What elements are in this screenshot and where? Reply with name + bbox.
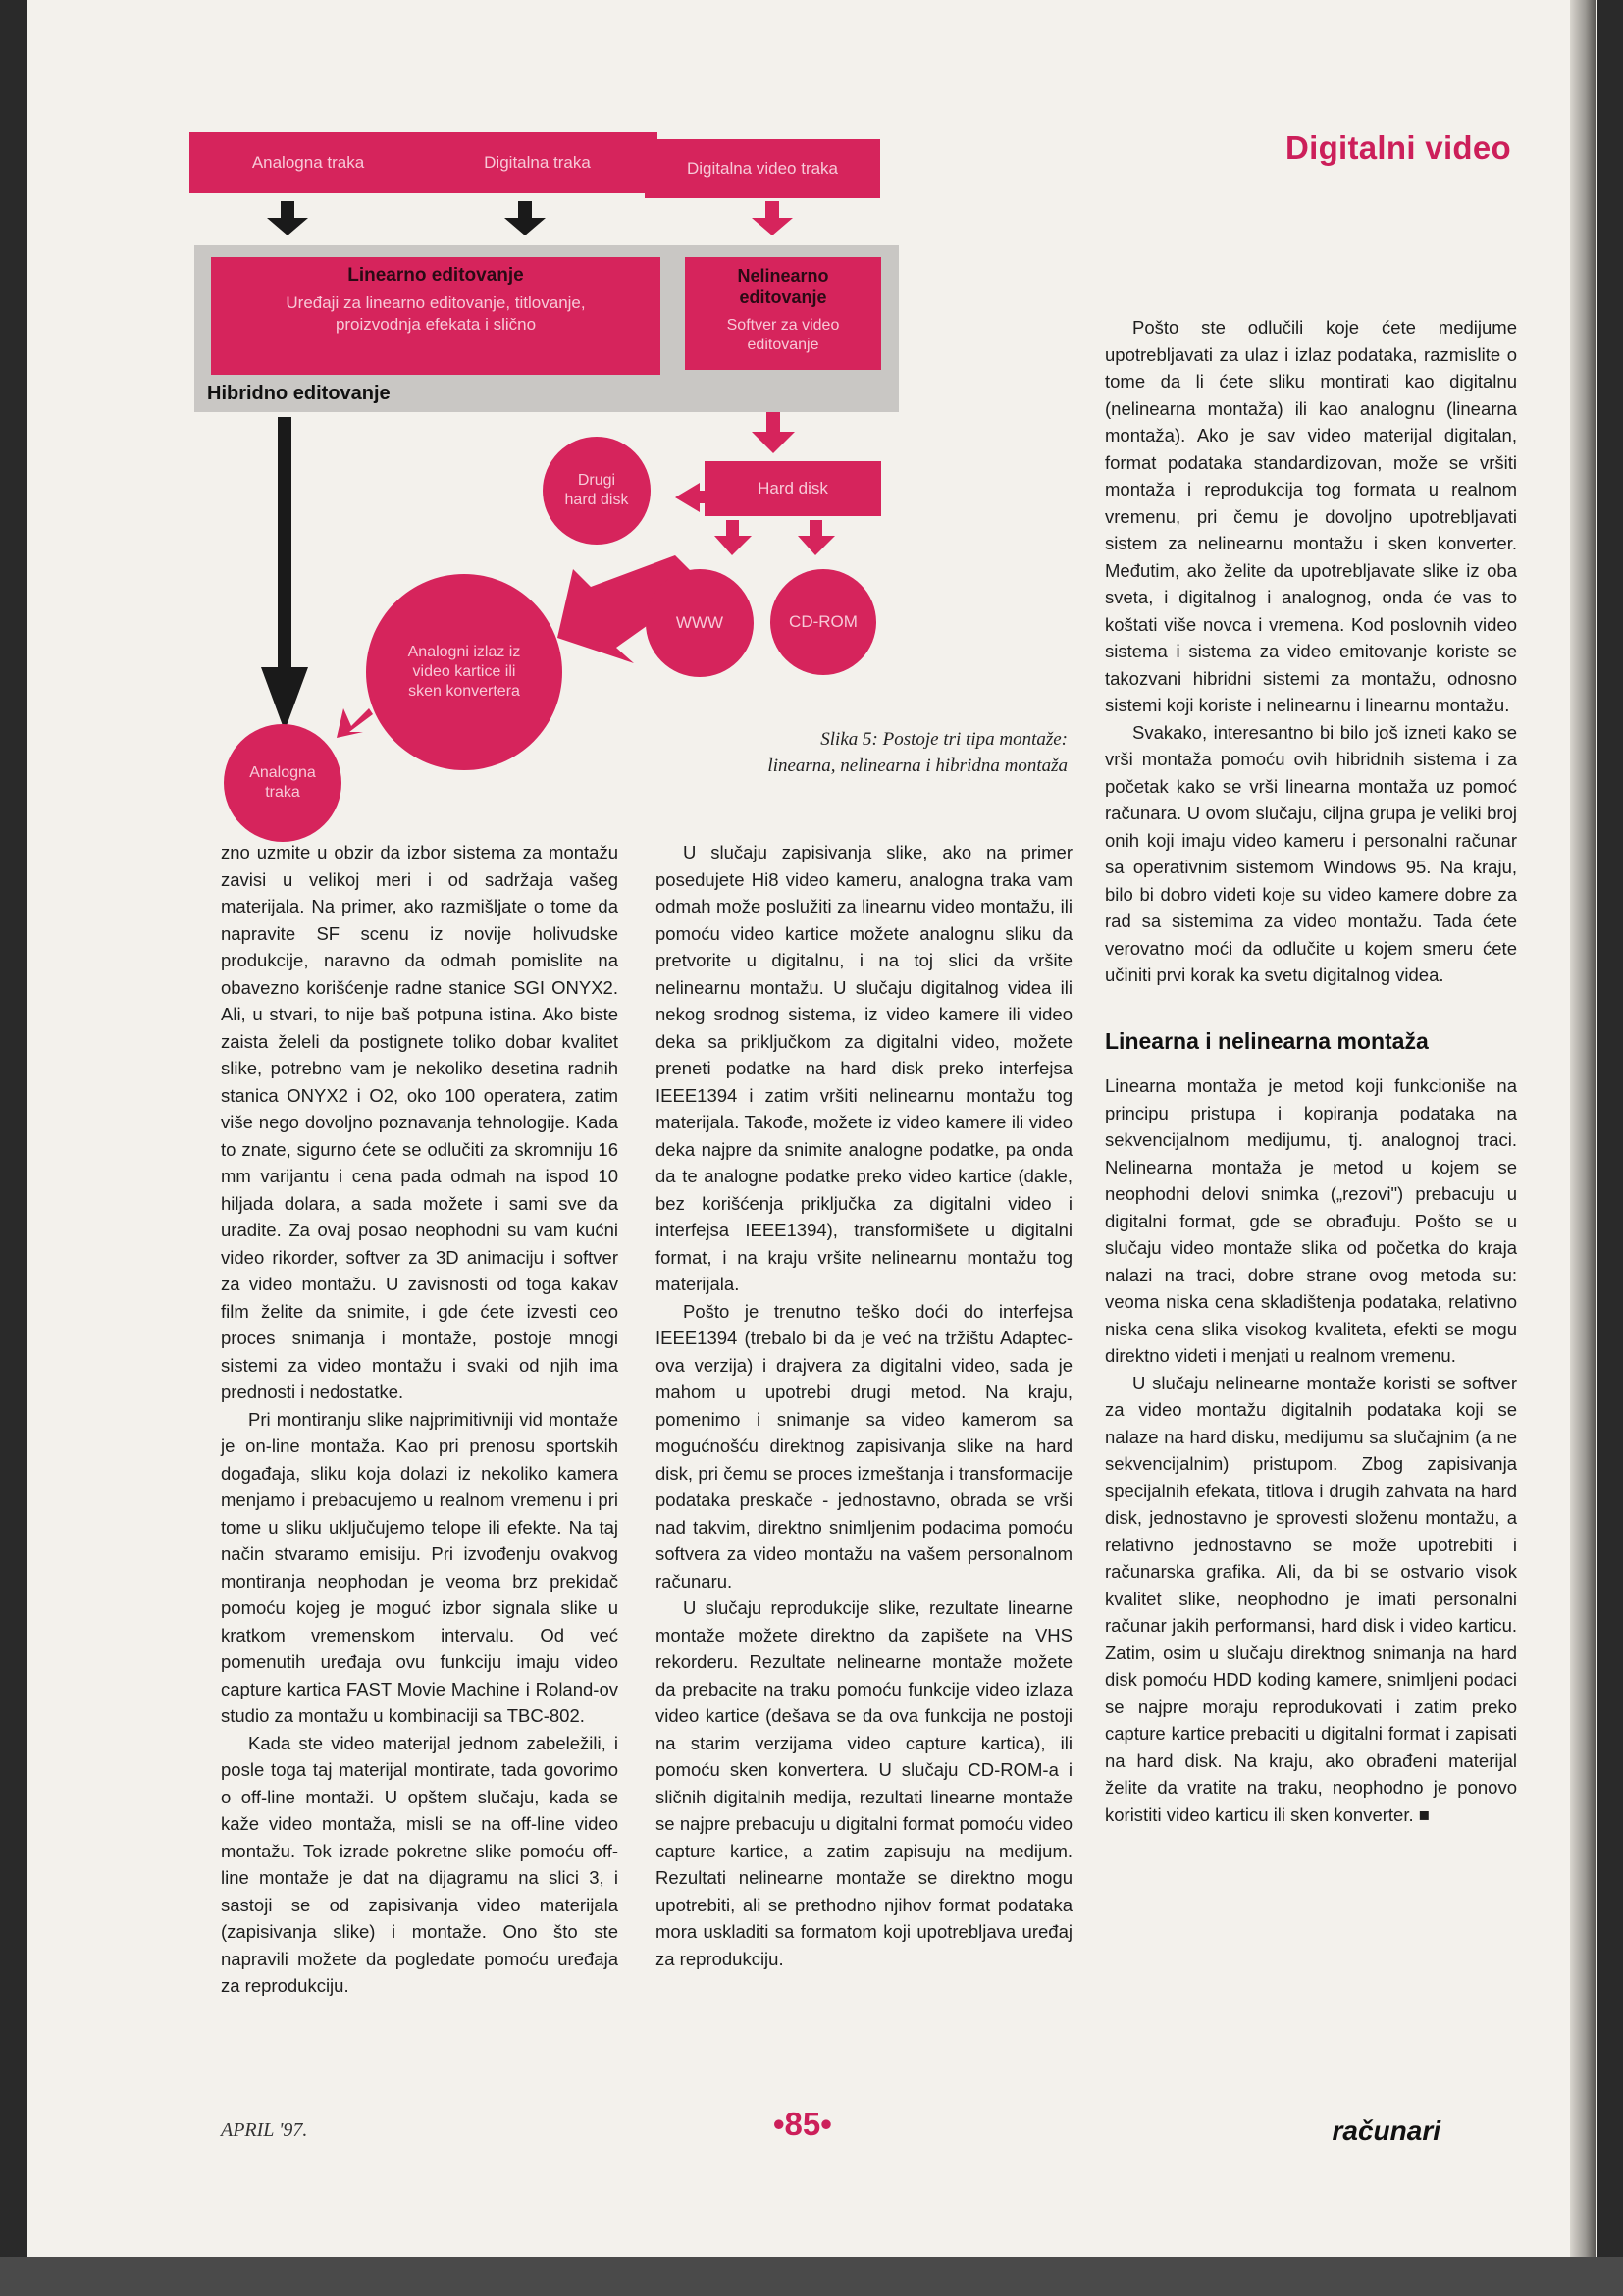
nonlinear-editing-desc: Softver za video editovanje [726, 317, 840, 353]
paragraph: Pošto ste odlučili koje ćete medijume upotrebljavati za ulaz i izlaz podataka, razmislite o tome da li ćete sliku montirati kao digitalnu (nelinearna montaža) ili kao analognu (linearna montaža). Ako je sav video materijal digitalan, format podataka standardizovan, može se vršiti montaža i reprodukcija tog formata u realnom vremenu, pri čemu je dovoljno upotrebljavati sistem za nelinearnu montažu i sken konverter. Međutim, ako želite da upotrebljavate slike iz oba sveta, i digitalnog i analognog, onda će vas to koštati više novca i vremena. Kod poslovnih video sistema i sistema za video emitovanje koriste se takozvani hibridni sistemi za montažu, odnosno sistemi koji koriste i nelinearnu i linearnu montažu. [1105, 317, 1517, 715]
arrow-harddisk-www [714, 520, 752, 555]
www-circle: WWW [646, 569, 754, 677]
paragraph: U slučaju zapisivanja slike, ako na primer posedujete Hi8 video kameru, analogna traka vam odmah može poslužiti za linearnu video montažu, ili pomoću video kartice možete analognu sliku da pretvorite u digitalnu, i na toj slici da vršite nelinearnu montažu. U slučaju digitalnog videa ili nekog srodnog sistema, iz video kamere ili video deka sa priključkom za digitalni video, možete preneti podatke na hard disk preko interfejsa IEEE1394 i zatim vršiti nelinearnu montažu tog materijala. Takođe, možete iz video kamere ili video deka najpre da snimite analogne podatke, pa onda da te analogne podatke preko video kartice (dakle, bez korišćenja priključka za digitalni video i interfejsa IEEE1394), transformišete u digitalni format, i na kraju vršite nelinearnu montažu tog materijala. [655, 842, 1073, 1294]
issue-date: APRIL '97. [221, 2119, 308, 2141]
other-hard-disk-circle: Drugi hard disk [543, 437, 651, 545]
arrow-analogoutput-analogtape [337, 708, 373, 738]
page-gutter-shadow [1570, 0, 1596, 2296]
paragraph: Linearna montaža je metod koji funkcioniše na principu pristupa i kopiranja podataka na sekvencijalnom medijumu, tj. analognoj traci. Nelinearna montaža je metod u kojem se neophodni delovi snimka („rezovi") prebacuju u digitalni format, gde se obrađuju. Pošto se u slučaju video montaže slika od početka do kraja nalazi na traci, dobre strane ovog metoda su: veoma niska cena skladištenja podataka, relativno niska cena slika visokog kvaliteta, efekti se mogu direktno videti i menjati u realnom vremenu. [1105, 1075, 1517, 1366]
source-digital-tape-box: Digitalna traka [417, 132, 657, 193]
article-column-2 [655, 839, 1073, 1972]
linear-editing-box [211, 257, 660, 375]
figure-caption [754, 726, 1068, 779]
hybrid-arrow-shaft [278, 417, 291, 667]
hybrid-arrow-head [261, 667, 308, 731]
section-title: Digitalni video [1284, 130, 1511, 166]
paragraph: Kada ste video materijal jednom zabeležili, i posle toga taj materijal montirate, tada govorimo o off-line montaži. U opštem slučaju, kada se kaže video montaža, misli se na off-line video montažu. Tok izrade pokretne slike pomoću off-line montaže je dat na dijagramu na slici 3, i sastoji se od zapisivanja video materijala (zapisivanja slike) i montaže. Ono što ste napravili možete da pogledate pomoću uređaja za reprodukciju. [221, 1732, 618, 1996]
nonlinear-editing-title: Nelinearno editovanje [737, 266, 829, 307]
linear-editing-title: Linearno editovanje [347, 265, 524, 286]
source-analog-tape-box: Analogna traka [189, 132, 427, 193]
magazine-page [27, 0, 1597, 2296]
cdrom-circle: CD-ROM [770, 569, 876, 675]
analog-output-circle: Analogni izlaz iz video kartice ili sken konvertera [366, 574, 562, 770]
arrow-digitalvideo-down [752, 201, 793, 235]
section-heading: Linearna i nelinearna montaža [1105, 1027, 1429, 1054]
figure-caption-label: Slika 5: [820, 729, 878, 750]
scan-edge [0, 2257, 1623, 2296]
magazine-logo: računari [1332, 2115, 1440, 2146]
linear-editing-desc: Uređaji za linearno editovanje, titlovanje, proizvodnja efekata i slično [286, 293, 586, 334]
paragraph: U slučaju nelinearne montaže koristi se softver za video montažu digitalnih podataka koji se nalaze na hard disku, medijumu sa slučajnim (a ne sekvencijalnim) pristupom. Zbog zapisivanja specijalnih efekata, titlova i drugih zahvata na hard disk, jednostavno je sprovesti složenu montažu, a relativno jednostavno se može upotrebiti i računarska grafika. Ali, da bi se ostvario visok kvalitet slike, neophodno je imati personalni računar jakih performansi, hard disk i video karticu. Zatim, osim u slučaju direktnog snimanja na hard disk pomoću HDD koding kamere, snimljeni podaci se najpre moraju reprodukovati i zatim preko capture kartice prebaciti u digitalni format i zapisati na hard disk. Na kraju, ako obrađeni materijal želite da vratite na traku, neophodno je ponovo koristiti video karticu ili sken konverter. ■ [1105, 1372, 1517, 1825]
figure-caption-text: Postoje tri tipa montaže: linearna, nelinearna i hibridna montaža [767, 729, 1068, 776]
arrow-analog-down [267, 201, 308, 235]
paragraph: Pošto je trenutno teško doći do interfejsa IEEE1394 (trebalo bi da je već na tržištu Adaptec-ova verzija) i drajvera za digitalni video, sada je mahom u upotrebi drugi metod. Na kraju, pomenimo i snimanje sa video kamerom sa mogućnošću direktnog zapisivanja slike na hard disk, pri čemu se proces izmeštanja i transformacije podataka preskače - jednostavno, obrada se vrši nad takvim, direktno snimljenim podacima pomoću softvera za video montažu na vašem personalnom računaru. [655, 1300, 1073, 1592]
arrow-harddisk-cdrom [798, 520, 835, 555]
page-number: •85• [773, 2106, 832, 2142]
paragraph: U slučaju reprodukcije slike, rezultate linearne montaže možete direktno da zapišete na VHS rekorderu. Rezultate nelinearne montaže možete da prebacite na traku pomoću funkcije video izlaza video kartice (dešava se da ova funkcija ne postoji na starim verzijama video capture kartica), ili pomoću sken konvertera. U slučaju CD-ROM-a i sličnih digitalnih medija, rezultati linearne montaže se najpre prebacuju u digitalni format pomoću video capture kartice, a zatim zapisuju na medijum. Rezultati nelinearne montaže se direktno mogu upotrebiti, ali se prethodno njihov format podataka mora uskladiti sa formatom koji upotrebljava uređaj za reprodukciju. [655, 1597, 1073, 1969]
source-digital-video-tape-box: Digitalna video traka [645, 139, 880, 198]
nonlinear-editing-box [685, 257, 881, 370]
hard-disk-box: Hard disk [705, 461, 881, 516]
paragraph: Pri montiranju slike najprimitivniji vid montaže je on-line montaža. Kao pri prenosu sportskih događaja, sliku koja dolazi iz nekoliko kamera menjamo i prebacujemo u realnom vremenu i pri tome u sliku uključujemo telope ili efekte. Na taj način stvaramo emisiju. Pri izvođenju ovakvog montiranja neophodan je veoma brz prekidač pomoću kojeg je moguć izbor signala slike u kratkom vremenskom intervalu. Od već pomenutih uređaja ovu funkciju imaju video capture kartica FAST Movie Machine i Roland-ov studio za montažu u kombinaciji sa TBC-802. [221, 1408, 618, 1726]
article-column-3 [1105, 314, 1517, 1828]
arrow-nonlinear-harddisk [752, 412, 795, 453]
paragraph: zno uzmite u obzir da izbor sistema za montažu zavisi u velikoj meri i od sadržaja vašeg materijala. Na primer, ako razmišljate o tome da napravite SF scenu iz novije holivudske produkcije, naravno da odmah pomislite na obavezno korišćenje radne stanice SGI ONYX2. Ali, u stvari, to nije baš potpuna istina. Ako biste zaista želeli da postignete toliko dobar kvalitet slike, potrebno vam je nekoliko desetina radnih stanica ONYX2 i O2, oko 100 operatera, zatim više nego dovoljno poznavanja tehnologije. Kada to znate, sigurno ćete se odlučiti za skromniju 16 mm varijantu i cena pada odmah na ispod 10 hiljada dolara, a sada možete i sami sve da uradite. Za ovaj posao neophodni su vam kućni video rikorder, softver za 3D animaciju i softver za video montažu. U zavisnosti od toga kakav film želite da snimite, i gde ćete izvesti ceo proces snimanja i montaže, postoje mnogi sistemi za video montažu i svaki od njih ima prednosti i nedostatke. [221, 842, 618, 1402]
paragraph: Svakako, interesantno bi bilo još izneti kako se vrši montaža pomoću ovih hibridnih sistema i za početak kako se vrši linearna montaža uz pomoć računara. U ovom slučaju, ciljna grupa je veliki broj onih koji imaju video kameru i personalni računar sa operativnim sistemom Windows 95. Na kraju, bilo bi dobro videti koje su video kamere dobre za rad sa sistemima za video montažu. Tada ćete verovatno moći da odlučite u kojem smeru ćete učiniti prvi korak ka svetu digitalnog videa. [1105, 721, 1517, 985]
hybrid-editing-label: Hibridno editovanje [207, 383, 391, 404]
article-column-1 [221, 839, 618, 2000]
arrow-harddisk-otherdisk [675, 483, 705, 512]
analog-tape-circle: Analogna traka [224, 724, 341, 842]
arrow-digital-down [504, 201, 546, 235]
